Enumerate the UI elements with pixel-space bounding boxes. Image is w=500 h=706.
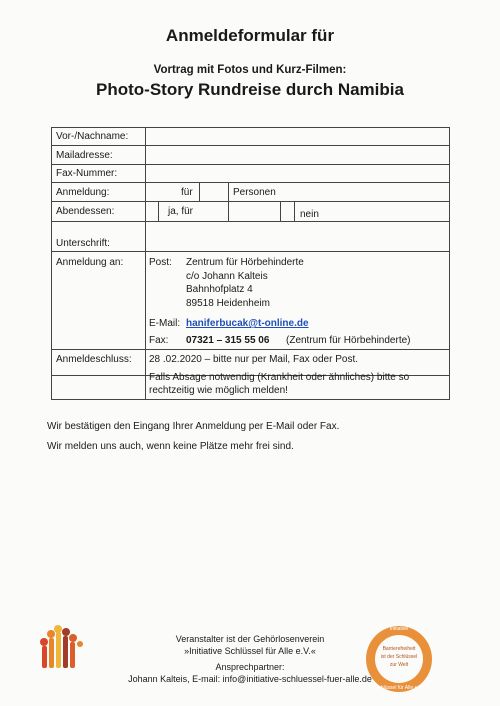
fax-number: 07321 – 315 55 06 <box>186 335 270 346</box>
signature-label: Unterschrift: <box>56 238 110 249</box>
mail-label: Mailadresse: <box>56 150 113 161</box>
signature-field[interactable] <box>146 222 449 251</box>
row-divider <box>51 251 450 252</box>
table-border-left <box>51 375 52 399</box>
cell-divider <box>158 201 159 221</box>
cell-divider <box>294 201 295 221</box>
event-title: Photo-Story Rundreise durch Namibia <box>96 80 404 99</box>
email-label: E-Mail: <box>149 318 181 329</box>
email-link[interactable]: haniferbucak@t-online.de <box>186 318 309 329</box>
organizer-line1: Veranstalter ist der Gehörlosenverein <box>175 634 325 644</box>
table-column-divider <box>145 375 146 399</box>
registration-for-text: für <box>181 187 193 198</box>
registration-label: Anmeldung: <box>56 187 110 198</box>
table-border-bottom <box>51 399 450 400</box>
address-line: Zentrum für Hörbehinderte <box>186 257 304 268</box>
contact-line: Johann Kalteis, E-mail: info@initiative-schluessel-fuer-alle.de <box>128 674 372 684</box>
dinner-yes-text: ja, für <box>168 206 194 217</box>
post-label: Post: <box>149 257 172 268</box>
send-to-label: Anmeldung an: <box>56 257 124 268</box>
hands-logo-graphic <box>40 625 83 668</box>
registration-count-field[interactable] <box>146 183 181 201</box>
availability-note: Wir melden uns auch, wenn keine Plätze mehr frei sind. <box>47 441 294 452</box>
row-divider <box>51 349 450 350</box>
association-seal <box>364 624 434 694</box>
cell-divider <box>228 182 229 201</box>
row-divider <box>51 182 450 183</box>
fax-label: Fax-Nummer: <box>56 168 118 179</box>
seal-text: zur Welt <box>389 662 409 668</box>
address-line: Bahnhofplatz 4 <box>186 284 253 295</box>
cancel-note-line2: rechtzeitig wie möglich melden! <box>149 385 288 396</box>
name-label: Vor-/Nachname: <box>56 131 129 142</box>
persons-count-field[interactable] <box>200 183 228 201</box>
dinner-no-checkbox[interactable] <box>281 202 294 221</box>
fax-label-2: Fax: <box>149 335 169 346</box>
contact-label: Ansprechpartner: <box>215 662 285 672</box>
organizer-line2: »Initiative Schlüssel für Alle e.V.« <box>184 646 316 656</box>
dinner-no-text: nein <box>300 209 319 220</box>
seal-bottom-text: Schlüssel für Alle e.V. <box>375 685 423 691</box>
dinner-count-field[interactable] <box>229 202 280 221</box>
name-field[interactable] <box>146 128 449 145</box>
seal-text: Barrierefreiheit <box>382 646 416 652</box>
deadline-label: Anmeldeschluss: <box>56 354 132 365</box>
hands-logo <box>36 624 86 670</box>
fax-note: (Zentrum für Hörbehinderte) <box>286 335 411 346</box>
address-line: c/o Johann Kalteis <box>186 271 268 282</box>
dinner-label: Abendessen: <box>56 206 115 217</box>
seal-text: ist der Schlüssel <box>380 654 418 660</box>
mail-field[interactable] <box>146 146 449 164</box>
dinner-yes-checkbox[interactable] <box>146 202 158 221</box>
seal-top-text: Initiative <box>389 626 409 632</box>
deadline-text: 28 .02.2020 – bitte nur per Mail, Fax oder Post. <box>149 354 359 365</box>
address-line: 89518 Heidenheim <box>186 298 270 309</box>
registration-persons-text: Personen <box>233 187 276 198</box>
event-subtitle: Vortrag mit Fotos und Kurz-Filmen: <box>153 64 347 76</box>
cancel-note-line1: Falls Absage notwendig (Krankheit oder ähnliches) bitte so <box>149 372 410 383</box>
confirmation-note: Wir bestätigen den Eingang Ihrer Anmeldung per E-Mail oder Fax. <box>47 421 340 432</box>
form-title: Anmeldeformular für <box>165 26 335 45</box>
table-border-right <box>449 375 450 399</box>
fax-field[interactable] <box>146 165 449 182</box>
